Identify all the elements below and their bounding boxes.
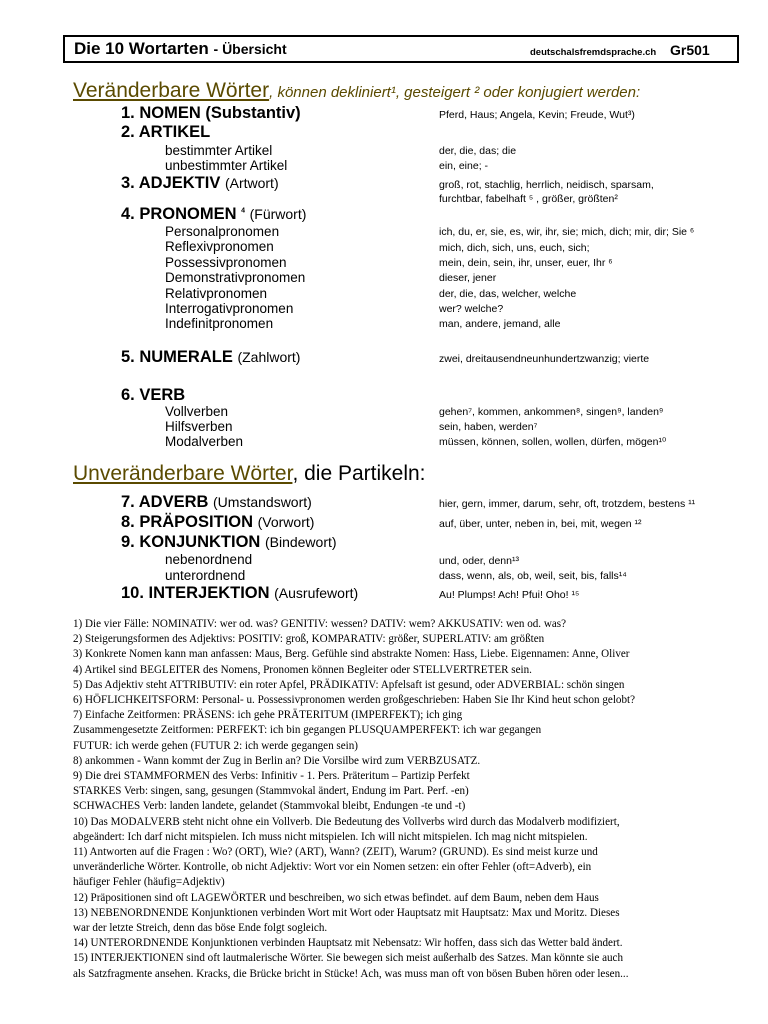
sub-label: Demonstrativpronomen [165,270,306,285]
category-adverb-paren: (Umstandswort) [213,494,312,510]
sub-label: nebenordnend [165,552,253,567]
category-adverb [121,493,312,512]
sub-examples: gehen⁷, kommen, ankommen⁸, singen⁹, landen⁹ [439,406,664,418]
category-konjunktion-paren: (Bindewort) [264,534,337,550]
category-artikel: 2. ARTIKEL [121,123,211,141]
sub-examples: man, andere, jemand, alle [439,318,561,330]
category-numerale-label: 5. NUMERALE [121,348,233,366]
sub-examples: dieser, jener [439,272,497,284]
footnote-line: 9) Die drei STAMMFORMEN des Verbs: Infinitiv - 1. Pers. Präteritum – Partizip Perfekt [73,770,470,783]
sub-examples: ein, eine; - [439,160,489,172]
section-unchangeable-rest: , die Partikeln: [292,462,426,485]
category-adjektiv-label: 3. ADJEKTIV [121,174,221,192]
footnote-line: SCHWACHES Verb: landen landete, gelandet (Stammvokal bleibt, Endungen -te und -t) [73,800,466,813]
sub-label: Modalverben [165,434,244,449]
category-adverb-examples: hier, gern, immer, darum, sehr, oft, trotzdem, bestens ¹¹ [439,498,696,510]
footnote-line: 11) Antworten auf die Fragen : Wo? (ORT), Wie? (ART), Wann? (ZEIT), Warum? (GRUND). Es sind meist kurze und [73,846,598,859]
sub-label: Reflexivpronomen [165,239,274,254]
sub-examples: mich, dich, sich, uns, euch, sich; [439,242,590,254]
title-text: Die 10 Wortarten [74,39,209,58]
sub-label: Possessivpronomen [165,255,287,270]
footnotes [73,617,733,982]
footnote-line: 15) INTERJEKTIONEN sind oft lautmalerische Wörter. Sie bewegen sich meist außerhalb des Satzes. Man könnte sie auch [73,952,624,965]
category-nomen-examples: Pferd, Haus; Angela, Kevin; Freude, Wut³) [439,109,635,121]
section-changeable-rest: , können dekliniert¹, gesteigert ² oder konjugiert werden: [269,84,641,101]
sub-label: bestimmter Artikel [165,143,273,158]
category-konjunktion-label: 9. KONJUNKTION [121,533,261,551]
sub-label: Personalpronomen [165,224,280,239]
category-praeposition-examples: auf, über, unter, neben in, bei, mit, wegen ¹² [439,518,642,530]
section-unchangeable-title: Unveränderbare Wörter [73,462,293,485]
category-praeposition-paren: (Vorwort) [257,514,315,530]
footnote-line: abgeändert: Ich darf nicht mitspielen. Ich muss nicht mitspielen. Ich will nicht mitspielen. Ich mag nicht mitspielen. [73,830,588,843]
category-interjektion-paren: (Ausrufewort) [274,585,359,601]
category-pronomen-paren: (Fürwort) [249,206,307,222]
footnote-line: 5) Das Adjektiv steht ATTRIBUTIV: ein roter Apfel, PRÄDIKATIV: Apfelsaft ist gesund, oder ADVERBIAL: schön singen [73,678,625,691]
sub-label: Indefinitpronomen [165,316,274,331]
footnote-line: unveränderliche Wörter. Kontrolle, ob nicht Adjektiv: Wort vor ein Nomen setzen: ein ofter Fehler (oft=Adverb), ein [73,861,592,874]
category-numerale-paren: (Zahlwort) [237,349,301,365]
sub-examples: und, oder, denn¹³ [439,555,519,567]
category-praeposition-label: 8. PRÄPOSITION [121,513,254,531]
footnote-line: 2) Steigerungsformen des Adjektivs: POSITIV: groß, KOMPARATIV: größer, SUPERLATIV: am größten [73,633,545,646]
site-name: deutschalsfremdsprache.ch [530,47,657,58]
category-konjunktion [121,533,337,552]
category-numerale-examples: zwei, dreitausendneunhundertzwanzig; vierte [439,353,650,365]
footnote-line: häufiger Fehler (häufig=Adjektiv) [73,876,225,889]
sub-label: Relativpronomen [165,286,268,301]
sub-examples: der, die, das, welcher, welche [439,288,577,300]
category-pronomen [121,205,306,224]
sub-label: Vollverben [165,404,229,419]
footnote-line: Zusammengesetzte Zeitformen: PERFEKT: ich bin gegangen PLUSQUAMPERFEKT: ich war gegangen [73,724,542,737]
footnote-line: 4) Artikel sind BEGLEITER des Nomens, Pronomen können Begleiter oder STELLVERTRETER sein. [73,663,532,676]
sub-examples: sein, haben, werden⁷ [439,421,538,433]
footnote-line: als Satzfragmente ansehen. Kracks, die Brücke bricht in Stücke! Ach, was muss man oft von bösen Buben hören oder lesen... [73,967,629,980]
sub-label: Interrogativpronomen [165,301,294,316]
section-unchangeable-heading [73,462,426,486]
category-numerale [121,348,300,367]
sub-examples: ich, du, er, sie, es, wir, ihr, sie; mich, dich; mir, dir; Sie ⁶ [439,226,695,238]
sub-examples: wer? welche? [439,303,504,315]
sub-label: Hilfsverben [165,419,233,434]
sub-label: unbestimmter Artikel [165,158,288,173]
category-adjektiv [121,174,279,193]
footnote-line: 14) UNTERORDNENDE Konjunktionen verbinden Hauptsatz mit Nebensatz: Wir hoffen, dass sich das Wetter bald ändert. [73,937,623,950]
footnote-line: 1) Die vier Fälle: NOMINATIV: wer od. was? GENITIV: wessen? DATIV: wem? AKKUSATIV: wen od. was? [73,618,567,630]
category-interjektion-label: 10. INTERJEKTION [121,584,270,602]
section-changeable-title: Veränderbare Wörter [73,79,270,102]
footnote-line: 8) ankommen - Wann kommt der Zug in Berlin an? Die Vorsilbe wird zum VERBZUSATZ. [73,754,481,767]
sub-examples: mein, dein, sein, ihr, unser, euer, Ihr ⁶ [439,257,613,269]
sub-examples: dass, wenn, als, ob, weil, seit, bis, falls¹⁴ [439,570,627,582]
title-subtitle: - Übersicht [213,41,287,57]
sub-examples: müssen, können, sollen, wollen, dürfen, mögen¹⁰ [439,436,667,448]
footnote-line: 7) Einfache Zeitformen: PRÄSENS: ich gehe PRÄTERITUM (IMPERFEKT); ich ging [73,709,463,722]
footnote-line: 13) NEBENORDNENDE Konjunktionen verbinden Wort mit Wort oder Hauptsatz mit Hauptsatz: Max und Moritz. Dieses [73,906,620,919]
sub-label: unterordnend [165,568,246,583]
category-adjektiv-examples2: furchtbar, fabelhaft ⁵ , größer, größten² [439,193,618,205]
sub-examples: der, die, das; die [439,145,517,157]
category-interjektion-examples: Au! Plumps! Ach! Pfui! Oho! ¹⁵ [439,589,580,601]
category-praeposition [121,513,314,532]
category-pronomen-sup: 4 [241,207,246,215]
footnote-line: war der letzte Streich, denn das böse Ende folgt sogleich. [73,922,328,935]
header-box [63,35,739,63]
footnote-line: 3) Konkrete Nomen kann man anfassen: Maus, Berg. Gefühle sind abstrakte Nomen: Hass, Liebe. Eigennamen: Anne, Oliver [73,648,630,661]
footnote-line: FUTUR: ich werde gehen (FUTUR 2: ich werde gegangen sein) [73,739,358,752]
footnote-line: 6) HÖFLICHKEITSFORM: Personal- u. Possessivpronomen werden großgeschrieben: Haben Sie Ihr Kind heut schon gelobt? [73,694,635,707]
category-pronomen-label: 4. PRONOMEN [121,205,237,223]
category-adjektiv-examples: groß, rot, stachlig, herrlich, neidisch, sparsam, [439,179,654,191]
category-verb: 6. VERB [121,386,186,404]
footnote-line: 12) Präpositionen sind oft LAGEWÖRTER und beschreiben, wo sich etwas befindet. auf dem Baum, neben dem Haus [73,891,599,904]
category-nomen: 1. NOMEN (Substantiv) [121,104,301,122]
category-adjektiv-paren: (Artwort) [224,175,279,191]
footnote-line: 10) Das MODALVERB steht nicht ohne ein Vollverb. Die Bedeutung des Vollverbs wird durch das Modalverb modifiziert, [73,815,620,828]
category-interjektion [121,584,358,603]
footnote-line: STARKES Verb: singen, sang, gesungen (Stammvokal ändert, Endung im Part. Perf. -en) [73,785,469,798]
doc-code: Gr501 [670,42,710,58]
category-adverb-label: 7. ADVERB [121,493,209,511]
page-title [74,39,287,59]
section-changeable-heading [73,79,640,103]
